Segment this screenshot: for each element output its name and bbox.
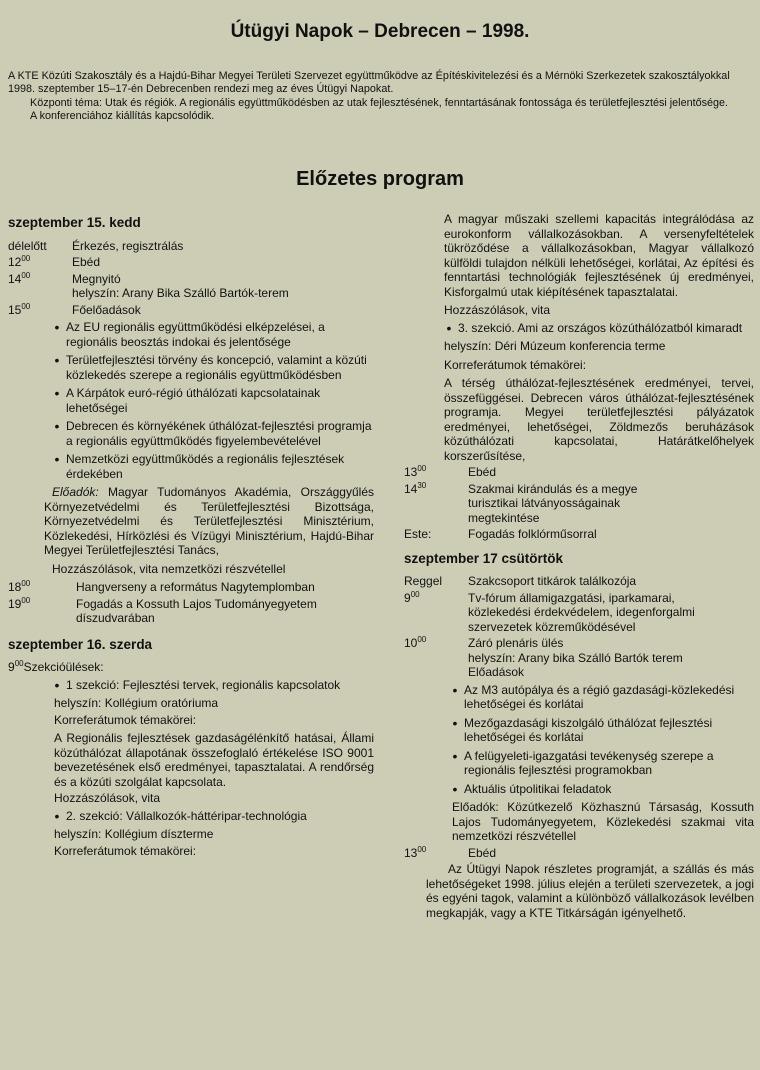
time-label: délelőtt — [8, 238, 47, 253]
event-text: Tv-fórum államigazgatási, iparkamarai, közlekedési érdekvédelem, idegenforgalmi szervezetek közreműködésével — [468, 590, 695, 634]
schedule-row — [404, 574, 754, 589]
schedule-row — [8, 660, 374, 675]
intro-section — [8, 70, 754, 124]
schedule-row — [404, 482, 754, 526]
schedule-row — [404, 591, 754, 635]
bullet-icon: • — [452, 780, 458, 797]
schedule-row — [404, 527, 754, 542]
time-label: $9^{00}$ — [8, 659, 24, 674]
schedule-row — [8, 580, 374, 595]
schedule-row — [8, 597, 374, 626]
presenters-label: Előadók: — [52, 485, 99, 499]
bullet-icon: • — [54, 352, 60, 368]
discussion-note: Hozzászólások, vita — [54, 791, 161, 805]
list-item: • Az EU regionális együttműködési elképzelései, a regionális beosztás indokai és jelentősége — [48, 320, 374, 349]
program-heading: Előzetes program — [296, 168, 464, 190]
list-item: • A felügyeleti-igazgatási tevékenység szerepe a regionális fejlesztési programokban — [446, 749, 754, 778]
bullet-icon: • — [452, 747, 458, 764]
discussion-note: Hozzászólások, vita nemzetközi részvétellel — [52, 561, 286, 576]
event-text: Érkezés, regisztrálás — [72, 238, 184, 253]
time-label: $13^{00}$ — [404, 844, 427, 860]
event-text: Ebéd — [468, 465, 497, 479]
event-text: Záró plenáris ülés helyszín: Arany bika Szálló Bartók terem Előadások — [468, 636, 683, 679]
schedule-row — [404, 846, 754, 861]
list-item: • Területfejlesztési törvény és koncepció, valamint a közúti közlekedés szerepe a regionális együttműködésben — [48, 353, 374, 382]
schedule-row — [8, 272, 374, 301]
schedule-row — [404, 465, 754, 480]
presenters-paragraph: Előadók: Magyar Tudományos Akadémia, Országgyűlés Környezetvédelmi és Területfejlesztési Bizottsága, Környezetvédelmi és Területfejlesztési Minisztérium, Közlekedési, Hírközlési és Vízügyi Minisztérium, Hajdú-Bihar Megyei Területfejlesztési Tanács, — [44, 485, 374, 557]
list-item: • A Kárpátok euró-régió úthálózati kapcsolatainak lehetőségei — [48, 386, 374, 415]
schedule-row — [404, 636, 754, 680]
presenters-paragraph: Előadók: Közútkezelő Közhasznú Társaság, Kossuth Lajos Tudományegyetem, Közlekedési szakmai vita nemzetközi részvétellel — [452, 800, 754, 843]
event-text: Ebéd — [468, 845, 497, 860]
list-item: • Mezőgazdasági kiszolgáló úthálózat fejlesztési lehetőségei és korlátai — [446, 716, 754, 745]
event-text: Szakcsoport titkárok találkozója — [468, 574, 637, 588]
right-column — [404, 210, 754, 922]
time-label: $19^{00}$ — [8, 595, 31, 611]
venue-text: helyszín: Arany Bika Szálló Bartók-terem — [72, 286, 289, 300]
venue-text: helyszín: Kollégium oratóriuma — [54, 696, 219, 710]
bullet-icon: • — [54, 418, 60, 434]
bullet-icon: • — [54, 451, 60, 467]
event-text: Fogadás a Kossuth Lajos Tudományegyetem díszudvarában — [76, 596, 317, 625]
schedule-row — [8, 255, 374, 270]
bullet-icon: • — [452, 714, 458, 731]
bullet-icon: • — [54, 676, 60, 693]
bullet-icon: • — [446, 319, 452, 336]
venue-text: helyszín: Arany bika Szálló Bartók terem — [468, 650, 683, 665]
topics-text: A térség úthálózat-fejlesztésének eredményei, tervei, összefüggései. Debrecen város úthálózat-fejlesztésének programja. Megyei területfejlesztési pályázatok eredményei, lehetőségei, Zöldmezős beruházások közúthálózati kapcsolatai, Határátkelőhelyek korszerűsítése, — [444, 376, 754, 463]
list-item: • Nemzetközi együttműködés a regionális fejlesztések érdekében — [48, 452, 374, 481]
list-item: • Aktuális útpolitikai feladatok — [446, 782, 754, 797]
event-text: Megnyitó helyszín: Arany Bika Szálló Bartók-terem — [72, 271, 289, 300]
day-heading-thursday: szeptember 17 csütörtök — [404, 550, 564, 566]
event-text: Ebéd — [72, 255, 101, 269]
central-theme: Központi téma: Utak és régiók. A regionális együttműködésben az utak fejlesztésének, fenntartásának fontossága és területfejlesztési jelentősége. — [30, 96, 729, 109]
schedule-row — [8, 303, 374, 318]
time-label: $14^{30}$ — [404, 480, 427, 496]
time-label: $15^{00}$ — [8, 301, 31, 317]
list-item: • Debrecen és környékének úthálózat-fejlesztési programja a regionális együttműködés figyelembevételével — [48, 419, 374, 448]
time-label: Reggel — [404, 574, 443, 588]
time-label: $9^{00}$ — [404, 589, 420, 605]
venue-text: helyszín: Déri Múzeum konferencia terme — [444, 339, 666, 353]
intro-paragraph: A KTE Közúti Szakosztály és a Hajdú-Bihar Megyei Területi Szervezet együttműködve az Építéskivitelezési és a Mérnöki Szerkezetek szakosztályokkal 1998. szeptember 15–17-én Debrecenben rendezi meg az éves Útügyi Napokat. — [8, 70, 730, 96]
closing-paragraph: Az Útügyi Napok részletes programját, a szállás és más lehetőségeket 1998. július elején a területi szervezetek, a jogi és egyéni tagok, valamint a különböző vállalkozások levélben megkapják, vagy a KTE Titkárságán igényelhető. — [426, 862, 754, 920]
list-item: • Az M3 autópálya és a régió gazdasági-közlekedési lehetőségei és korlátai — [446, 683, 754, 712]
event-text: Főelőadások — [72, 302, 141, 317]
time-label: Este: — [404, 527, 432, 541]
left-column — [8, 212, 374, 860]
bullet-icon: • — [54, 385, 60, 401]
bullet-icon: • — [54, 319, 60, 335]
event-text: Szakmai kirándulás és a megye turisztikai látványosságainak megtekintése — [468, 481, 638, 525]
time-label: $10^{00}$ — [404, 635, 427, 650]
topics-text: A Regionális fejlesztések gazdaságélénkítő hatásai, Állami közúthálózat állapotának összefoglaló értékelése ISO 9001 bevezetésének első eredményei, tapasztalatai. A rendőrség és a közúti szolgálat kapcsolata. — [54, 731, 374, 789]
time-label: $14^{00}$ — [8, 270, 31, 286]
topics-label: Korreferátumok témakörei: — [54, 843, 197, 858]
time-label: $13^{00}$ — [404, 464, 427, 479]
section-title: • 3. szekció. Ami az országos közúthálózatból kimaradt — [440, 321, 754, 336]
event-text: Fogadás folklórműsorral — [468, 527, 597, 541]
exhibition-note: A konferenciához kiállítás kapcsolódik. — [30, 110, 215, 123]
event-text: Szekcióülések: — [23, 660, 104, 674]
lecture-list — [8, 320, 374, 481]
day-heading-tuesday: szeptember 15. kedd — [8, 215, 141, 230]
time-label: $18^{00}$ — [8, 579, 31, 594]
lecture-list — [404, 683, 754, 797]
topics-label: Korreferátumok témakörei: — [444, 357, 587, 372]
time-label: $12^{00}$ — [8, 254, 31, 269]
bullet-icon: • — [54, 807, 60, 824]
schedule-row — [8, 239, 374, 254]
document-title: Útügyi Napok – Debrecen – 1998. — [230, 21, 530, 42]
day-heading-wednesday: szeptember 16. szerda — [8, 636, 153, 652]
bullet-icon: • — [452, 681, 458, 698]
event-text: Hangverseny a református Nagytemplomban — [76, 580, 315, 594]
venue-text: helyszín: Kollégium díszterme — [54, 827, 214, 841]
discussion-note: Hozzászólások, vita — [444, 303, 551, 317]
topics-label: Korreferátumok témakörei: — [54, 712, 197, 727]
section-title: • 2. szekció: Vállalkozók-háttéripar-technológia — [48, 809, 374, 824]
topics-text: A magyar műszaki szellemi kapacitás integrálódása az eurokonform vállalkozásokban. A versenyfeltételek tükröződése a vállalkozásokban, Magyar vállalkozó külföldi tulajdon nélküli lehetőségei, korlátai, Az építési és fenntartási technológiák fejlesztésének új eredményei, Kisforgalmú utak kiépítésének tapasztalatai. — [444, 212, 754, 299]
section-title: • 1 szekció: Fejlesztési tervek, regionális kapcsolatok — [48, 678, 374, 693]
